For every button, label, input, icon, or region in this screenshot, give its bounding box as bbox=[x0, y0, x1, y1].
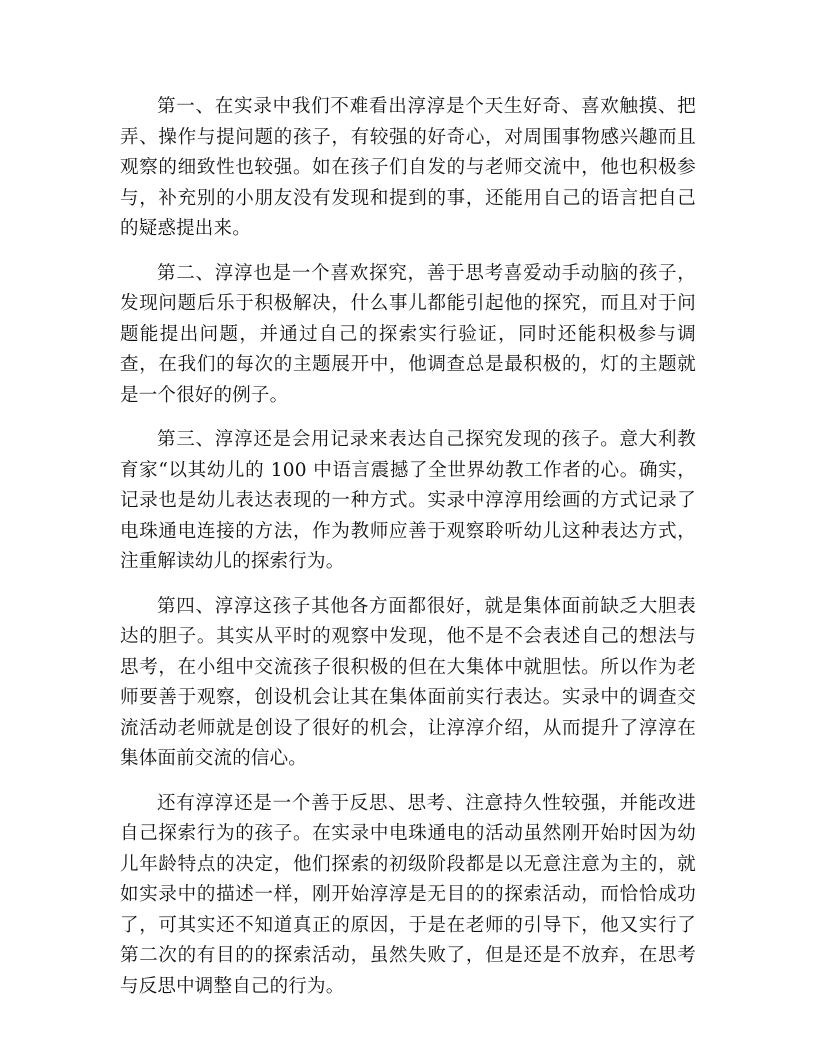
paragraph-second: 第二、淳淳也是一个喜欢探究，善于思考喜爱动手动脑的孩子，发现问题后乐于积极解决，什么事儿都能引起他的探究，而且对于问题能提出问题，并通过自己的探索实行验证，同时还能积极参与调查，在我们的每次的主题展开中，他调查总是最积极的，灯的主题就是一个很好的例子。 bbox=[120, 262, 696, 406]
paragraph-fifth: 还有淳淳还是一个善于反思、思考、注意持久性较强，并能改进自己探索行为的孩子。在实录中电珠通电的活动虽然刚开始时因为幼儿年龄特点的决定，他们探索的初级阶段都是以无意注意为主的，就如实录中的描述一样，刚开始淳淳是无目的的探索活动，而恰恰成功了，可其实还不知道真正的原因，于是在老师的引导下，他又实行了第二次的有目的的探索活动，虽然失败了，但是还是不放弃，在思考与反思中调整自己的行为。 bbox=[120, 792, 696, 997]
paragraph-first: 第一、在实录中我们不难看出淳淳是个天生好奇、喜欢触摸、把弄、操作与提问题的孩子，有较强的好奇心，对周围事物感兴趣而且观察的细致性也较强。如在孩子们自发的与老师交流中，他也积极参与，补充别的小朋友没有发现和提到的事，还能用自己的语言把自己的疑惑提出来。 bbox=[120, 96, 696, 239]
paragraph-fourth: 第四、淳淳这孩子其他各方面都很好，就是集体面前缺乏大胆表达的胆子。其实从平时的观察中发现，他不是不会表述自己的想法与思考，在小组中交流孩子很积极的但在大集体中就胆怯。所以作为老师要善于观察，创设机会让其在集体面前实行表达。实录中的调查交流活动老师就是创设了很好的机会，让淳淳介绍，从而提升了淳淳在集体面前交流的信心。 bbox=[120, 595, 696, 769]
paragraph-third: 第三、淳淳还是会用记录来表达自己探究发现的孩子。意大利教育家“以其幼儿的 100 中语言震撼了全世界幼教工作者的心。确实，记录也是幼儿表达表现的一种方式。实录中淳淳用绘画的方式记录了电珠通电连接的方法，作为教师应善于观察聆听幼儿这种表达方式，注重解读幼儿的探索行为。 bbox=[120, 429, 696, 572]
document-body bbox=[120, 92, 696, 1016]
